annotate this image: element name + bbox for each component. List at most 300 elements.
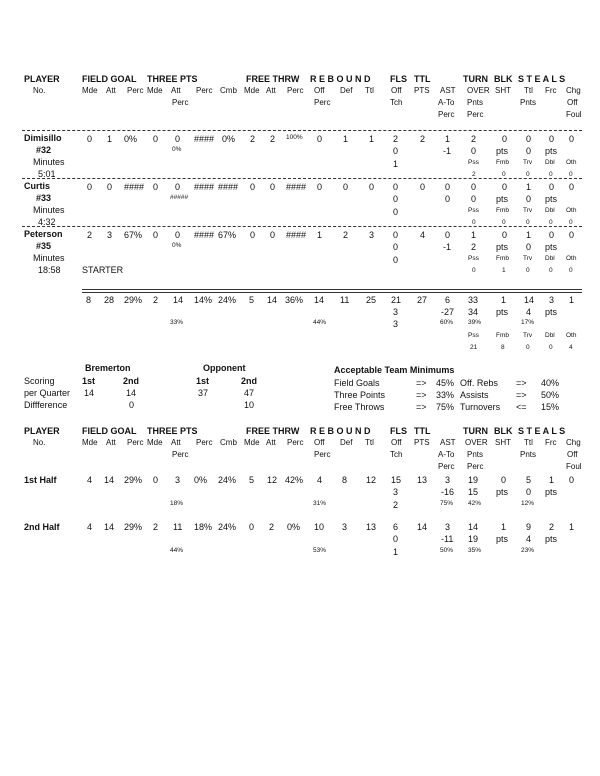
stat-value: 0 bbox=[526, 134, 532, 144]
stat-value: 0 bbox=[502, 182, 508, 192]
stat-value: 0 bbox=[270, 230, 276, 240]
stat-value: 2 bbox=[87, 230, 93, 240]
column-subheader: Foul bbox=[566, 462, 582, 471]
team-half2-header: 2nd bbox=[123, 376, 140, 386]
half-value: 12 bbox=[366, 475, 377, 485]
stat-value: -1 bbox=[443, 242, 452, 252]
column-header: Perc bbox=[127, 438, 144, 447]
column-header: Perc bbox=[127, 86, 144, 95]
column-subheader: Pnts bbox=[520, 450, 537, 459]
column-group-header: PLAYER bbox=[24, 74, 60, 84]
totals-rule bbox=[82, 289, 582, 290]
half-value: 3 bbox=[342, 522, 348, 532]
stat-value: 0 bbox=[549, 230, 555, 240]
stat-value: 2 bbox=[420, 134, 426, 144]
column-group-header: S T E A L S bbox=[518, 426, 566, 436]
stat-value: 1 bbox=[502, 267, 506, 274]
half-value: 0 bbox=[249, 522, 255, 532]
half-value: 4 bbox=[526, 534, 532, 544]
min-row-arrow2: => bbox=[516, 378, 527, 388]
stat-value: 0 bbox=[549, 134, 555, 144]
half-value: 14 bbox=[104, 475, 115, 485]
half-value: 0% bbox=[194, 475, 208, 485]
stat-value: 67% bbox=[218, 230, 237, 240]
half-value: 44% bbox=[170, 547, 184, 554]
min-row-value2: 40% bbox=[541, 378, 560, 388]
total-value: 29% bbox=[124, 295, 143, 305]
column-group-header: FLS bbox=[390, 74, 407, 84]
stat-value: 0 bbox=[526, 242, 532, 252]
starter-label: STARTER bbox=[82, 265, 124, 275]
stat-value: 0 bbox=[270, 182, 276, 192]
column-subheader: Tch bbox=[390, 98, 403, 107]
total-value: 3 bbox=[393, 307, 399, 317]
half-value: 19 bbox=[468, 534, 479, 544]
column-header: Att bbox=[171, 438, 181, 447]
stat-value: #### bbox=[286, 230, 307, 240]
stat-value: 0 bbox=[420, 182, 426, 192]
minutes-value: 4:32 bbox=[38, 217, 56, 227]
column-header: Att bbox=[266, 86, 276, 95]
half-value: 1 bbox=[549, 475, 555, 485]
stat-value: 0 bbox=[107, 182, 113, 192]
team-name: Bremerton bbox=[85, 363, 131, 373]
stat-value: 3 bbox=[369, 230, 375, 240]
stat-value: Trv bbox=[523, 207, 533, 214]
column-header: SHT bbox=[495, 438, 511, 447]
stat-value: 0 bbox=[175, 182, 181, 192]
column-group-header: BLK bbox=[494, 74, 513, 84]
total-value: 14% bbox=[194, 295, 213, 305]
stat-value: 0 bbox=[153, 182, 159, 192]
half-value: 11 bbox=[173, 522, 183, 532]
column-group-header: TURN bbox=[463, 74, 488, 84]
stat-value: 0 bbox=[153, 230, 159, 240]
column-header: Perc bbox=[196, 438, 213, 447]
team-half2-score: 14 bbox=[126, 388, 137, 398]
column-header: Att bbox=[106, 86, 116, 95]
stat-value: 0 bbox=[472, 267, 476, 274]
stat-value: 0 bbox=[549, 267, 553, 274]
column-header: AST bbox=[440, 438, 456, 447]
column-subheader: Pnts bbox=[520, 98, 537, 107]
stat-value: 0 bbox=[175, 134, 181, 144]
half-value: 4 bbox=[87, 522, 93, 532]
stat-value: 1 bbox=[343, 134, 349, 144]
column-subheader: Off bbox=[567, 98, 578, 107]
total-value: 2 bbox=[153, 295, 159, 305]
half-value: 6 bbox=[393, 522, 399, 532]
stat-value: 67% bbox=[124, 230, 143, 240]
stat-value: 0 bbox=[526, 146, 532, 156]
half-value: 14 bbox=[104, 522, 115, 532]
column-subheader: Perc bbox=[438, 110, 455, 119]
opp-half2-score: 47 bbox=[244, 388, 255, 398]
stat-value: 0 bbox=[393, 207, 399, 217]
half-value: 23% bbox=[521, 547, 535, 554]
column-header: Off bbox=[391, 86, 402, 95]
stat-value: Dbl bbox=[545, 159, 555, 166]
minutes-label: Minutes bbox=[33, 253, 65, 263]
column-group-header: TURN bbox=[463, 426, 488, 436]
column-header: Off bbox=[314, 438, 325, 447]
difference-label: Diffference bbox=[24, 400, 68, 410]
column-header: Chg bbox=[566, 438, 581, 447]
stat-value: 0 bbox=[445, 230, 451, 240]
stat-value: #### bbox=[124, 182, 145, 192]
stat-value: 2 bbox=[270, 134, 276, 144]
stat-value: Trv bbox=[523, 255, 533, 262]
total-value: 6 bbox=[445, 295, 451, 305]
column-subheader: Pnts bbox=[467, 98, 484, 107]
column-header: Att bbox=[171, 86, 181, 95]
stat-value: 1 bbox=[369, 134, 375, 144]
total-value: 25 bbox=[366, 295, 377, 305]
column-subheader: Pnts bbox=[467, 450, 484, 459]
half-value: 24% bbox=[218, 522, 237, 532]
stat-value: pts bbox=[496, 194, 509, 204]
team-difference: 0 bbox=[129, 400, 135, 410]
stat-value: 0 bbox=[502, 230, 508, 240]
stat-value: 0 bbox=[549, 182, 555, 192]
column-subheader: Perc bbox=[467, 462, 484, 471]
column-header: Def bbox=[340, 86, 353, 95]
total-value: 11 bbox=[340, 295, 350, 305]
stat-value: 0 bbox=[343, 182, 349, 192]
column-header: AST bbox=[440, 86, 456, 95]
stat-value: 0 bbox=[502, 134, 508, 144]
half-value: 42% bbox=[285, 475, 304, 485]
min-row-value2: 15% bbox=[541, 402, 560, 412]
stat-value: 0 bbox=[317, 134, 323, 144]
half-value: pts bbox=[496, 487, 509, 497]
total-value: 1 bbox=[569, 295, 575, 305]
stat-value: 0 bbox=[393, 255, 399, 265]
half-value: 75% bbox=[440, 500, 454, 507]
total-value: 14 bbox=[173, 295, 184, 305]
stat-value: Dbl bbox=[545, 207, 555, 214]
min-row-label: Three Points bbox=[334, 390, 386, 400]
column-subheader: Foul bbox=[566, 110, 582, 119]
column-group-header: TTL bbox=[414, 426, 431, 436]
total-value: 34 bbox=[468, 307, 479, 317]
column-header: Frc bbox=[545, 86, 557, 95]
half-value: 0 bbox=[153, 475, 159, 485]
half-value: 0 bbox=[569, 475, 575, 485]
stat-value: Pss bbox=[468, 159, 479, 166]
total-value: 17% bbox=[521, 319, 535, 326]
stat-value: 0 bbox=[526, 267, 530, 274]
stat-value: 1 bbox=[393, 159, 399, 169]
half-label: 2nd Half bbox=[24, 522, 60, 532]
total-value: 44% bbox=[313, 319, 327, 326]
half-value: 4 bbox=[317, 475, 323, 485]
column-header: Cmb bbox=[220, 86, 237, 95]
column-subheader: Perc bbox=[467, 110, 484, 119]
half-value: 5 bbox=[526, 475, 532, 485]
min-row-value: 75% bbox=[436, 402, 455, 412]
half-value: pts bbox=[545, 487, 558, 497]
stat-value: 1 bbox=[471, 230, 477, 240]
stat-value: pts bbox=[496, 146, 509, 156]
stat-value: 0 bbox=[569, 267, 573, 274]
row-separator bbox=[22, 178, 582, 179]
min-row-value2: 50% bbox=[541, 390, 560, 400]
stat-value: pts bbox=[545, 146, 558, 156]
stat-value: 1 bbox=[445, 134, 451, 144]
stat-value: 0 bbox=[393, 242, 399, 252]
half-value: 53% bbox=[313, 547, 327, 554]
column-group-header: FREE THRW bbox=[246, 426, 300, 436]
min-row-label2: Off. Rebs bbox=[460, 378, 498, 388]
column-header: No. bbox=[33, 438, 46, 447]
opp-difference: 10 bbox=[244, 400, 255, 410]
total-value: -27 bbox=[441, 307, 455, 317]
total-value: 36% bbox=[285, 295, 304, 305]
half-value: 3 bbox=[445, 522, 451, 532]
total-value: 24% bbox=[218, 295, 237, 305]
half-value: 2 bbox=[549, 522, 555, 532]
stat-value: 0 bbox=[250, 182, 256, 192]
stat-value: #### bbox=[194, 182, 215, 192]
stat-value: #### bbox=[194, 134, 215, 144]
min-row-arrow: => bbox=[416, 402, 427, 412]
stat-value: 0 bbox=[526, 171, 530, 178]
total-value: Fmb bbox=[496, 332, 509, 339]
column-header: Mde bbox=[147, 86, 163, 95]
half-label: 1st Half bbox=[24, 475, 57, 485]
stat-value: 0 bbox=[549, 171, 553, 178]
min-row-label: Free Throws bbox=[334, 402, 385, 412]
column-subheader: Off bbox=[567, 450, 578, 459]
stat-value: 0 bbox=[87, 182, 93, 192]
totals-rule bbox=[82, 292, 582, 293]
half-value: 0% bbox=[287, 522, 301, 532]
half-value: 1 bbox=[393, 547, 399, 557]
stat-value: 0 bbox=[569, 230, 575, 240]
column-header: Ttl bbox=[524, 86, 533, 95]
column-subheader: Perc bbox=[314, 98, 331, 107]
player-number: #35 bbox=[36, 241, 52, 251]
stat-value: 4 bbox=[420, 230, 426, 240]
column-group-header: THREE PTS bbox=[147, 426, 198, 436]
column-group-header: S T E A L S bbox=[518, 74, 566, 84]
min-row-label: Field Goals bbox=[334, 378, 380, 388]
total-value: 28 bbox=[104, 295, 115, 305]
stat-value: ##### bbox=[170, 194, 189, 201]
row-separator bbox=[22, 226, 582, 227]
player-number: #32 bbox=[36, 145, 52, 155]
column-header: No. bbox=[33, 86, 46, 95]
stat-value: 0 bbox=[569, 219, 573, 226]
column-header: Att bbox=[106, 438, 116, 447]
half-value: 8 bbox=[342, 475, 348, 485]
column-header: Off bbox=[314, 86, 325, 95]
column-group-header: TTL bbox=[414, 74, 431, 84]
stat-value: 0 bbox=[472, 219, 476, 226]
stat-value: 0 bbox=[471, 194, 477, 204]
total-value: 5 bbox=[249, 295, 255, 305]
half-value: 42% bbox=[468, 500, 482, 507]
stat-value: #### bbox=[286, 182, 307, 192]
stat-value: pts bbox=[496, 242, 509, 252]
half-value: 19 bbox=[468, 475, 479, 485]
stat-value: 0 bbox=[526, 194, 532, 204]
half-value: 2 bbox=[393, 500, 399, 510]
stat-value: 0 bbox=[393, 182, 399, 192]
half-value: -11 bbox=[441, 534, 454, 544]
column-group-header: FLS bbox=[390, 426, 407, 436]
player-name: Dimisillo bbox=[24, 133, 62, 143]
half-value: 29% bbox=[124, 522, 143, 532]
total-value: 14 bbox=[524, 295, 535, 305]
column-header: PTS bbox=[414, 438, 430, 447]
total-value: 60% bbox=[440, 319, 454, 326]
stat-value: 0% bbox=[172, 242, 182, 249]
half-value: 12% bbox=[521, 500, 535, 507]
stat-value: 0 bbox=[471, 182, 477, 192]
half-value: 13 bbox=[366, 522, 377, 532]
min-row-arrow: => bbox=[416, 390, 427, 400]
column-header: Off bbox=[391, 438, 402, 447]
column-header: Def bbox=[340, 438, 353, 447]
stat-value: 0 bbox=[175, 230, 181, 240]
player-number: #33 bbox=[36, 193, 52, 203]
total-value: 14 bbox=[267, 295, 278, 305]
half-value: 0 bbox=[393, 534, 399, 544]
half-value: 3 bbox=[393, 487, 399, 497]
column-subheader: Perc bbox=[172, 98, 189, 107]
stat-value: Pss bbox=[468, 255, 479, 262]
column-group-header: FIELD GOAL bbox=[82, 74, 137, 84]
minutes-value: 5:01 bbox=[38, 169, 56, 179]
stat-value: #### bbox=[218, 182, 239, 192]
total-value: Oth bbox=[566, 332, 577, 339]
stat-value: 1 bbox=[526, 230, 532, 240]
stat-value: 0 bbox=[569, 171, 573, 178]
total-value: 4 bbox=[569, 344, 573, 351]
stat-value: 100% bbox=[286, 134, 303, 141]
opp-half1-header: 1st bbox=[196, 376, 210, 386]
half-value: 3 bbox=[445, 475, 451, 485]
column-header: Ttl bbox=[365, 86, 374, 95]
stat-value: Oth bbox=[566, 255, 577, 262]
half-value: pts bbox=[545, 534, 558, 544]
column-header: Mde bbox=[147, 438, 163, 447]
total-value: 33 bbox=[468, 295, 479, 305]
stat-value: Oth bbox=[566, 207, 577, 214]
total-value: Dbl bbox=[545, 332, 555, 339]
stat-value: 2 bbox=[471, 242, 477, 252]
column-header: Mde bbox=[82, 438, 98, 447]
stat-value: 2 bbox=[393, 134, 399, 144]
column-header: SHT bbox=[495, 86, 511, 95]
column-header: Chg bbox=[566, 86, 581, 95]
stat-value: 0 bbox=[317, 182, 323, 192]
stat-value: 2 bbox=[343, 230, 349, 240]
player-name: Curtis bbox=[24, 181, 51, 191]
minutes-label: Minutes bbox=[33, 205, 65, 215]
stat-value: Pss bbox=[468, 207, 479, 214]
half-value: 4 bbox=[87, 475, 93, 485]
stat-value: -1 bbox=[443, 146, 452, 156]
total-value: Trv bbox=[523, 332, 533, 339]
stat-value: 0 bbox=[445, 194, 451, 204]
column-header: Cmb bbox=[220, 438, 237, 447]
total-value: 21 bbox=[470, 344, 478, 351]
stat-value: 0 bbox=[502, 219, 506, 226]
stat-value: 1 bbox=[526, 182, 532, 192]
stat-value: 0 bbox=[445, 182, 451, 192]
minutes-label: Minutes bbox=[33, 157, 65, 167]
stat-value: #### bbox=[194, 230, 215, 240]
column-header: OVER bbox=[465, 438, 488, 447]
stat-value: 0 bbox=[549, 219, 553, 226]
column-header: Mde bbox=[244, 86, 260, 95]
stat-value: 0 bbox=[393, 146, 399, 156]
total-value: 8 bbox=[86, 295, 92, 305]
per-quarter-label: per Quarter bbox=[24, 388, 71, 398]
half-value: 3 bbox=[175, 475, 181, 485]
half-value: 24% bbox=[218, 475, 237, 485]
total-value: 0 bbox=[526, 344, 530, 351]
stat-value: Oth bbox=[566, 159, 577, 166]
half-value: 0 bbox=[526, 487, 532, 497]
stat-value: Fmb bbox=[496, 255, 509, 262]
total-value: 39% bbox=[468, 319, 482, 326]
half-value: 1 bbox=[501, 522, 507, 532]
opponent-name: Opponent bbox=[203, 363, 246, 373]
stat-value: Dbl bbox=[545, 255, 555, 262]
column-group-header: THREE PTS bbox=[147, 74, 198, 84]
stat-value: pts bbox=[545, 242, 558, 252]
column-header: Ttl bbox=[365, 438, 374, 447]
column-header: Perc bbox=[287, 438, 304, 447]
column-header: Mde bbox=[244, 438, 260, 447]
minutes-value: 18:58 bbox=[38, 265, 61, 275]
stat-value: 2 bbox=[472, 171, 476, 178]
column-group-header: BLK bbox=[494, 426, 513, 436]
player-name: Peterson bbox=[24, 229, 63, 239]
half-value: 13 bbox=[417, 475, 428, 485]
stat-value: 0 bbox=[526, 219, 530, 226]
min-row-value: 33% bbox=[436, 390, 455, 400]
half-value: 9 bbox=[526, 522, 532, 532]
total-value: pts bbox=[496, 307, 509, 317]
min-row-value: 45% bbox=[436, 378, 455, 388]
half-value: 2 bbox=[269, 522, 275, 532]
half-value: 31% bbox=[313, 500, 327, 507]
stat-value: 0 bbox=[471, 146, 477, 156]
stat-value: 0 bbox=[502, 171, 506, 178]
half-value: -16 bbox=[441, 487, 455, 497]
stat-value: 0 bbox=[87, 134, 93, 144]
column-header: Ttl bbox=[524, 438, 533, 447]
total-value: Pss bbox=[468, 332, 479, 339]
column-subheader: A-To bbox=[438, 450, 455, 459]
row-separator bbox=[22, 130, 582, 131]
half-value: 29% bbox=[124, 475, 143, 485]
half-value: 14 bbox=[417, 522, 428, 532]
stat-value: pts bbox=[545, 194, 558, 204]
stat-value: 1 bbox=[317, 230, 323, 240]
half-value: 50% bbox=[440, 547, 454, 554]
stat-value: Fmb bbox=[496, 159, 509, 166]
stat-value: 0 bbox=[393, 230, 399, 240]
team-half1-header: 1st bbox=[82, 376, 96, 386]
total-value: 33% bbox=[170, 319, 184, 326]
half-value: 15 bbox=[391, 475, 402, 485]
